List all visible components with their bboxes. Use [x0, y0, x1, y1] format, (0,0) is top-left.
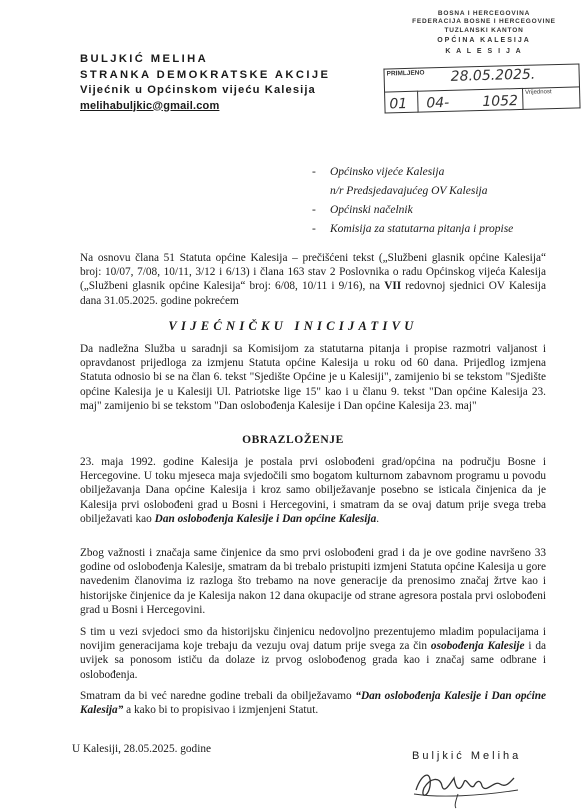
stamp-line-2: FEDERACIJA BOSNE I HERCEGOVINE	[412, 18, 556, 25]
closing-date: U Kalesiji, 28.05.2025. godine	[72, 743, 211, 755]
explanation-paragraph-3: S tim u vezi svjedoci smo da historijsku činjenicu nedovoljno prezentujemo mladim populacijama i novijim generacijama koje trebaju da vezuju ovaj datum prije svega za čin osobođenja Kalesije i da uvijek sa ponosom ističu da dolaze iz prvog oslobođenog grada kao i značaj same odbrane i oslobođenja.	[80, 626, 546, 681]
stamp-org-code: 01	[389, 95, 408, 113]
stamp-line-5: K A L E S I J A	[445, 48, 523, 55]
stamp-primljeno-date: 28.05.2025.	[450, 66, 536, 85]
stamp-line-3: TUZLANSKI KANTON	[444, 27, 524, 34]
explanation-paragraph-1: 23. maja 1992. godine Kalesija je postala prvi oslobođeni grad/općina na području Bosne i Hercegovine. U toku mjeseca maja svjedočili smo bogatom kulturnom zabavnom programu u povodu obilježavanja Dana općine Kalesija i kroz samo obilježavanje posebno se isticala činjenica da je Kalesija prvi oslobođeni grad u Bosni i Hercegovini, i smatram da se ovaj datum prije svega treba obilježavati kao Dan oslobođenja Kalesije i Dan općine Kalesija.	[80, 456, 546, 525]
sender-email[interactable]: melihabuljkic@gmail.com	[80, 99, 220, 112]
stamp-col-label: Vrijednost	[525, 89, 552, 96]
handwritten-signature	[410, 764, 530, 809]
stamp-number: 04-	[426, 94, 450, 112]
stamp-value-cell	[523, 87, 581, 109]
stamp-line-1: BOSNA I HERCEGOVINA	[437, 10, 531, 17]
recipient-item: n/r Predsjedavajućeg OV Kalesija	[330, 185, 488, 197]
intro-paragraph: Na osnovu člana 51 Statuta općine Kalesija – prečišćeni tekst („Službeni glasnik općine Kalesija“ broj: 10/07, 7/08, 10/11, 3/12 i 6/13) i člana 163 stav 2 Poslovnika o radu Općinskog vijeća Kalesija („Službeni glasnik općine Kalesija“ broj: 6/08, 10/11 i 9/16), na VII redovnoj sjednici OV Kalesija dana 31.05.2025. godine pokrećem	[80, 252, 546, 307]
recipient-item: - Komisija za statutarna pitanja i propise	[312, 223, 514, 235]
stamp-number2: 1052	[482, 93, 519, 110]
stamp-org-cell	[385, 91, 419, 113]
recipient-item: - Općinsko vijeće Kalesija	[312, 166, 445, 178]
recipients-list	[312, 163, 513, 239]
explanation-paragraph-4: Smatram da bi već naredne godine trebali da obilježavamo “Dan oslobođenja Kalesije i Dan općine Kalesija” a kako bi to propisivao i izmjenjeni Statut.	[80, 690, 547, 717]
reception-stamp	[384, 2, 584, 120]
explanation-paragraph-2: Zbog važnosti i značaja same činjenice da smo prvi oslobođeni grad i da je ove godine navršeno 33 godine od oslobođenja Kalesije, smatram da bi trebalo pristupiti izmjeni Statuta općine Kalesija u gore navedenim članovima iz razloga što trebamo na nove generacije da prenosimo značaj žrtve kao i historijske činjenice da je Kalesija nakon 12 dana okupacije od strane agresora postala prvi oslobođeni grad u Bosni i Hercegovini.	[80, 547, 546, 616]
signature-name: Buljkić Meliha	[412, 750, 522, 762]
initiative-paragraph: Da nadležna Služba u saradnji sa Komisijom za statutarna pitanja i propise razmotri valjanost i opravdanost prijedloga za izmjenu Statuta općine Kalesija u roku od 60 dana. Prijedlog izmjena Statuta odnosio bi se na član 6. tekst "Sjedište Općine je u Kalesiji", zamijenio bi se tekstom "Sjedište općine Kalesija je u Kalesiji Ul. Patriotske lige 15" kao i u članu 9. tekst "Dan općine Kalesija 23. maj" zamijenio bi se tekstom "Dan oslobođenja Kalesije i Dan općine Kalesija 23. maj"	[80, 343, 546, 412]
stamp-table	[383, 63, 580, 113]
explanation-heading: OBRAZLOŽENJE	[242, 434, 344, 446]
sender-role: Vijećnik u Općinskom vijeću Kalesija	[80, 84, 316, 96]
document-heading: VIJEĆNIČKU INICIJATIVU	[168, 319, 418, 333]
sender-block	[80, 52, 330, 114]
stamp-primljeno-label: PRIMLJENO	[386, 69, 425, 78]
stamp-line-4: OPĆINA KALESIJA	[437, 37, 531, 44]
recipient-item: - Općinski načelnik	[312, 204, 413, 216]
stamp-number-cell	[418, 88, 524, 112]
sender-name: BULJKIĆ MELIHA	[80, 53, 209, 65]
sender-party: STRANKA DEMOKRATSKE AKCIJE	[80, 68, 331, 81]
